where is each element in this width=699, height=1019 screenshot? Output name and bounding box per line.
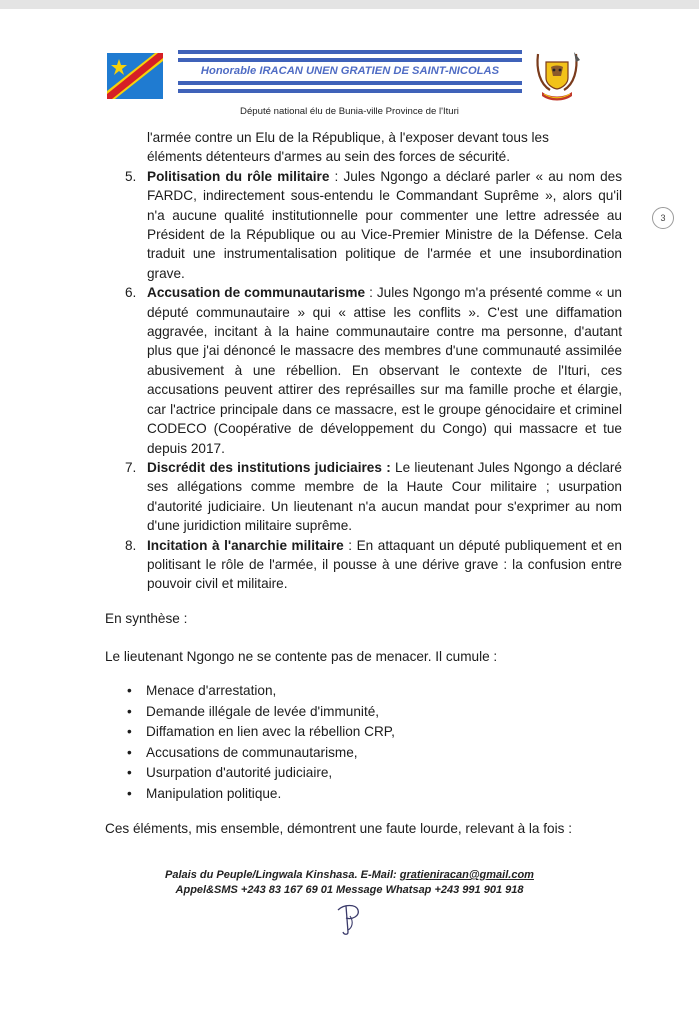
- bullet-icon: •: [127, 703, 132, 719]
- banner-rule: [178, 50, 522, 54]
- synthesis-intro: Le lieutenant Ngongo ne se contente pas de menacer. Il cumule :: [105, 649, 498, 664]
- coat-of-arms-icon: [530, 50, 584, 104]
- banner-rule: [178, 81, 522, 85]
- list-item: [125, 458, 622, 536]
- top-edge: [0, 0, 699, 9]
- list-item: [125, 167, 622, 283]
- banner-rule: [178, 89, 522, 93]
- synthesis-heading: En synthèse :: [105, 611, 188, 626]
- footer: [0, 868, 699, 898]
- bullet-text: Menace d'arrestation,: [146, 683, 277, 698]
- bullet-item: [127, 681, 395, 702]
- bullet-item: [127, 702, 395, 723]
- bullet-item: [127, 763, 395, 784]
- item-title: Politisation du rôle militaire: [147, 168, 330, 184]
- bullet-icon: •: [127, 765, 132, 780]
- item-number: 5.: [125, 168, 137, 184]
- item-title: Discrédit des institutions judiciaires :: [147, 459, 391, 475]
- list-item: [125, 283, 622, 458]
- item-number: 8.: [125, 537, 137, 553]
- bullet-text: Manipulation politique.: [146, 785, 282, 801]
- bullet-text: Usurpation d'autorité judiciaire,: [146, 765, 333, 780]
- signature-mark: [334, 902, 364, 936]
- bullet-item: [127, 784, 395, 805]
- header-subtitle: Député national élu de Bunia-ville Province de l'Ituri: [240, 106, 459, 117]
- banner-rule: [178, 58, 522, 62]
- body-text: [125, 128, 622, 594]
- continuation-line: éléments détenteurs d'armes au sein des forces de sécurité.: [147, 149, 511, 165]
- footer-email-link[interactable]: gratieniracan@gmail.com: [399, 869, 534, 881]
- synthesis-bullet-list: [127, 681, 395, 804]
- bullet-item: [127, 722, 395, 743]
- bullet-icon: •: [127, 683, 132, 698]
- footer-address-line: [0, 868, 699, 883]
- item-number: 7.: [125, 459, 137, 475]
- header-title: Honorable IRACAN UNEN GRATIEN DE SAINT-NICOLAS: [200, 65, 500, 77]
- continuation-line: l'armée contre un Elu de la République, à l'exposer devant tous les: [147, 130, 549, 145]
- bullet-item: [127, 743, 395, 764]
- footer-address: Palais du Peuple/Lingwala Kinshasa. E-Mail:: [165, 869, 400, 881]
- bullet-icon: •: [127, 785, 132, 801]
- bullet-text: Diffamation en lien avec la rébellion CRP,: [146, 724, 395, 739]
- bullet-text: Accusations de communautarisme,: [146, 744, 358, 760]
- header-banner: [178, 50, 522, 95]
- item-text: : Jules Ngongo m'a présenté comme « un député communautaire » qui « attise les conflits ». C'est une diffamation aggravée, incitant à la haine communautaire contre ma personne, d'autant plus que j'ai dénoncé le massacre des membres d'une communauté assimilée abusivement à une rébellion. En observant le contexte de l'Ituri, ces accusations peuvent attirer des représailles sur ma famille proche et élargie, car l'actrice principale dans ce massacre, est le groupe génocidaire et criminel CODECO (Coopérative de développement du Congo) qui massacre et tue depuis 2017.: [147, 285, 622, 456]
- item-number: 6.: [125, 285, 137, 301]
- list-item: [125, 536, 622, 594]
- bullet-icon: •: [127, 744, 132, 760]
- item-title: Accusation de communautarisme: [147, 285, 366, 301]
- drc-flag-icon: [107, 53, 163, 99]
- footer-phones: Appel&SMS +243 83 167 69 01 Message Whatsap +243 991 901 918: [175, 884, 524, 896]
- page-number-badge: 3: [652, 207, 674, 229]
- item-title: Incitation à l'anarchie militaire: [147, 537, 344, 553]
- bullet-text: Demande illégale de levée d'immunité,: [146, 703, 380, 719]
- item-text: : En attaquant un député publiquement et en politisant le rôle de l'armée, il pousse à une dérive grave : la confusion entre pouvoir civil et militaire.: [147, 537, 622, 592]
- bullet-icon: •: [127, 724, 132, 739]
- conclusion-line: Ces éléments, mis ensemble, démontrent une faute lourde, relevant à la fois :: [105, 821, 572, 836]
- item-text: Le lieutenant Jules Ngongo a déclaré ses allégations comme membre de la Haute Cour militaire ; usurpation d'autorité judiciaire. Un lieutenant n'a aucun mandat pour s'exprimer au nom d'une juridiction militaire suprême.: [147, 459, 622, 534]
- item-text: : Jules Ngongo a déclaré parler « au nom des FARDC, indirectement sous-entendu le Commandant Suprême », alors qu'il n'a aucune qualité institutionnelle pour commenter une lettre adressée au Président de la République ou au Vice-Premier Ministre de la Défense. Cela traduit une instrumentalisation politique de l'armée et une insubordination grave.: [147, 168, 622, 281]
